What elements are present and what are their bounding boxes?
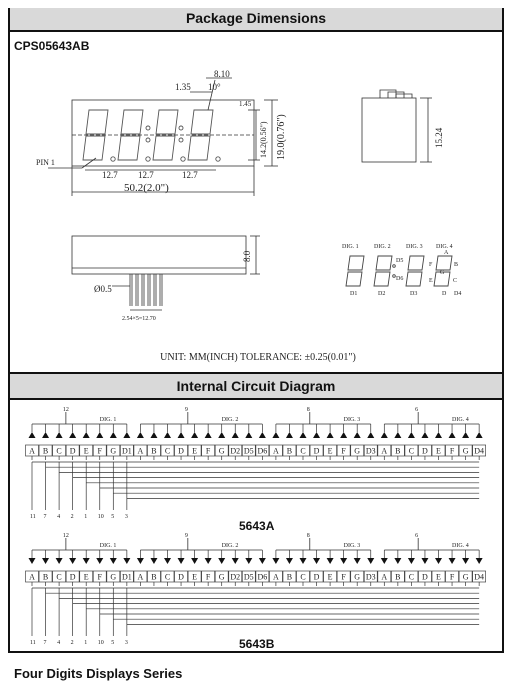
circuit-diagram-5643a: [26, 407, 486, 520]
segment-label: F: [449, 572, 455, 582]
internal-circuit-header: Internal Circuit Diagram: [10, 372, 502, 400]
diode-symbol: [259, 558, 266, 564]
diode-symbol: [449, 432, 456, 438]
bottom-pin-number: 11: [30, 640, 36, 646]
diode-symbol: [42, 432, 49, 438]
segment-label: F: [97, 446, 102, 456]
diode-symbol: [449, 558, 456, 564]
segment-label: C: [408, 446, 415, 456]
diode-symbol: [232, 558, 239, 564]
svg-text:D5: D5: [396, 258, 404, 264]
segment-label: B: [151, 446, 157, 456]
diode-symbol: [476, 432, 483, 438]
bottom-pin-number: 5: [111, 514, 115, 520]
diode-symbol: [232, 432, 239, 438]
diode-symbol: [69, 432, 76, 438]
diode-symbol: [205, 558, 212, 564]
diode-symbol: [272, 432, 279, 438]
bottom-pin-number: 2: [70, 640, 74, 646]
segment-label: C: [56, 446, 62, 456]
segment-label: A: [137, 446, 144, 456]
diode-symbol: [178, 558, 185, 564]
dim-15-24: 15.24: [434, 127, 444, 148]
diode-symbol: [408, 558, 415, 564]
segment-label: F: [449, 446, 455, 456]
segment-label: A: [273, 446, 279, 456]
dim-12-7-c: 12.7: [182, 170, 198, 180]
diode-symbol: [69, 558, 76, 564]
dim-8-10: 8.10: [214, 69, 230, 79]
bottom-view: [72, 236, 260, 310]
diode-symbol: [245, 432, 252, 438]
segment-label: D4: [474, 572, 485, 582]
diode-symbol: [286, 432, 293, 438]
diode-symbol: [110, 432, 117, 438]
segment-label: C: [300, 572, 306, 582]
segment-label: E: [436, 446, 441, 456]
svg-text:DIG. 2: DIG. 2: [374, 244, 391, 250]
diagram-label-5643a: 5643A: [239, 519, 275, 533]
segment-label: F: [97, 572, 102, 582]
bottom-pin-number: 3: [124, 640, 128, 646]
segment-label: A: [381, 572, 388, 582]
bottom-pin-number: 1: [84, 640, 88, 646]
diode-symbol: [381, 432, 388, 438]
segment-label: E: [192, 572, 198, 582]
segment-label: B: [42, 446, 49, 456]
bottom-pin-number: 10: [97, 640, 104, 646]
svg-text:D2: D2: [378, 291, 386, 297]
segment-label: A: [29, 446, 35, 456]
diode-symbol: [313, 432, 320, 438]
bottom-pin-number: 3: [124, 514, 128, 520]
diode-symbol: [367, 558, 374, 564]
circuit-digit-label: DIG. 2: [221, 543, 239, 549]
diode-symbol: [340, 432, 347, 438]
diode-symbol: [462, 432, 469, 438]
digit-pin-number: 9: [184, 533, 188, 539]
diode-symbol: [354, 432, 361, 438]
segment-label: A: [381, 446, 388, 456]
segment-label: G: [218, 572, 225, 582]
diode-symbol: [205, 432, 212, 438]
circuit-digit-label: DIG. 4: [452, 417, 469, 423]
segment-label: F: [341, 572, 346, 582]
svg-text:C: C: [453, 278, 458, 284]
diode-symbol: [123, 558, 130, 564]
bottom-pin-number: 7: [43, 640, 47, 646]
diode-symbol: [421, 558, 428, 564]
digit-pin-number: 6: [415, 533, 419, 539]
segment-label: G: [110, 572, 117, 582]
circuit-digit-label: DIG. 1: [99, 543, 117, 549]
segment-label: D1: [121, 446, 132, 456]
dim-19-0: 19.0(0.76"): [276, 114, 287, 160]
diode-symbol: [56, 432, 63, 438]
segment-label: D1: [121, 572, 132, 582]
package-drawing: [10, 10, 506, 655]
segment-label: E: [327, 572, 333, 582]
segment-label: G: [110, 446, 117, 456]
segment-label: D: [313, 572, 320, 582]
package-dimensions-header: Package Dimensions: [10, 8, 502, 32]
diode-symbol: [462, 558, 469, 564]
segment-label: B: [395, 446, 401, 456]
svg-text:D6: D6: [396, 276, 404, 282]
segment-label: E: [327, 446, 333, 456]
segment-label: E: [192, 446, 198, 456]
svg-text:DIG. 1: DIG. 1: [342, 244, 359, 250]
segment-label: F: [205, 572, 211, 582]
segment-label: B: [151, 572, 157, 582]
circuit-diagram-5643b: [26, 533, 486, 646]
segment-label: B: [395, 572, 401, 582]
circuit-digit-label: DIG. 2: [221, 417, 239, 423]
diode-symbol: [164, 432, 171, 438]
svg-text:G: G: [440, 270, 445, 276]
dim-pin-pitch: 2.54×5=12.70: [122, 316, 156, 322]
diode-symbol: [164, 558, 171, 564]
digit-pin-number: 6: [415, 407, 419, 413]
diode-symbol: [96, 432, 103, 438]
segment-label: E: [83, 446, 89, 456]
segment-label: B: [286, 446, 293, 456]
dim-14-2: 14.2(0.56"): [259, 121, 268, 158]
dim-pin-dia: Ø0.5: [94, 284, 112, 294]
diode-symbol: [150, 558, 157, 564]
diode-symbol: [191, 432, 198, 438]
unit-tolerance-note: UNIT: MM(INCH) TOLERANCE: ±0.25(0.01"): [160, 352, 356, 363]
diode-symbol: [476, 558, 483, 564]
segment-label: F: [341, 446, 346, 456]
diode-symbol: [421, 432, 428, 438]
segment-label: D5: [243, 446, 254, 456]
dim-12-7-a: 12.7: [102, 170, 118, 180]
svg-text:DIG. 3: DIG. 3: [406, 244, 423, 250]
digit-pin-number: 8: [306, 533, 310, 539]
diode-symbol: [56, 558, 63, 564]
front-view: [48, 78, 278, 196]
diode-symbol: [313, 558, 320, 564]
diode-symbol: [29, 558, 36, 564]
segment-label: D: [422, 446, 428, 456]
segment-label: D: [69, 572, 76, 582]
svg-text:D3: D3: [410, 291, 418, 297]
part-number: CPS05643AB: [14, 39, 90, 53]
svg-text:F: F: [429, 262, 433, 268]
segment-label: D3: [365, 446, 376, 456]
segment-label: D6: [257, 446, 268, 456]
diagram-label-5643b: 5643B: [239, 637, 275, 651]
segment-label: F: [205, 446, 211, 456]
segment-label: D3: [365, 572, 376, 582]
diode-symbol: [218, 432, 225, 438]
segment-label: D: [422, 572, 428, 582]
pin1-label: PIN 1: [36, 158, 55, 167]
segment-label: G: [462, 572, 469, 582]
diode-symbol: [354, 558, 361, 564]
segment-label: C: [408, 572, 415, 582]
segment-label: D: [313, 446, 320, 456]
segment-label: C: [164, 572, 171, 582]
digit-pin-number: 8: [306, 407, 310, 413]
segment-label: G: [354, 572, 361, 582]
diode-symbol: [178, 432, 185, 438]
segment-label: D: [178, 572, 184, 582]
segment-label: E: [83, 572, 89, 582]
dim-1-35: 1.35: [175, 82, 191, 92]
diode-symbol: [191, 558, 198, 564]
segment-label: A: [137, 572, 144, 582]
datasheet-frame: [8, 8, 504, 653]
diode-symbol: [272, 558, 279, 564]
segment-label: B: [42, 572, 49, 582]
diode-symbol: [327, 558, 334, 564]
diode-symbol: [286, 558, 293, 564]
circuit-digit-label: DIG. 1: [99, 417, 117, 423]
diode-symbol: [408, 432, 415, 438]
circuit-digit-label: DIG. 4: [452, 543, 469, 549]
diode-symbol: [110, 558, 117, 564]
diode-symbol: [259, 432, 266, 438]
segment-label: C: [300, 446, 306, 456]
circuit-digit-label: DIG. 3: [343, 417, 361, 423]
segment-label: A: [273, 572, 279, 582]
diode-symbol: [394, 558, 401, 564]
diode-symbol: [96, 558, 103, 564]
svg-text:B: B: [454, 262, 459, 268]
segment-label: G: [218, 446, 225, 456]
segment-label: A: [29, 572, 35, 582]
svg-text:D: D: [442, 291, 447, 297]
diode-symbol: [218, 558, 225, 564]
diode-symbol: [137, 432, 144, 438]
diode-symbol: [435, 558, 442, 564]
diode-symbol: [435, 432, 442, 438]
segment-label: D2: [230, 446, 241, 456]
dim-10-deg: 10°: [208, 82, 221, 92]
bottom-pin-number: 4: [57, 640, 61, 646]
segment-label: D: [178, 446, 184, 456]
diode-symbol: [83, 432, 90, 438]
segment-label: E: [436, 572, 441, 582]
segment-label: G: [354, 446, 361, 456]
svg-text:A: A: [444, 250, 449, 256]
bottom-pin-number: 7: [43, 514, 47, 520]
footer-series-title: Four Digits Displays Series: [14, 666, 183, 681]
segment-legend: [342, 244, 461, 297]
dim-50-2: 50.2(2.0"): [124, 182, 169, 194]
diode-symbol: [245, 558, 252, 564]
diode-symbol: [327, 432, 334, 438]
svg-text:E: E: [429, 278, 433, 284]
diode-symbol: [381, 558, 388, 564]
diode-symbol: [150, 432, 157, 438]
segment-label: G: [462, 446, 469, 456]
dim-8-0: 8.0: [242, 250, 252, 262]
segment-label: C: [164, 446, 171, 456]
digit-pin-number: 12: [62, 407, 69, 413]
diode-symbol: [83, 558, 90, 564]
segment-label: D6: [257, 572, 268, 582]
bottom-pin-number: 10: [97, 514, 104, 520]
digit-pin-number: 12: [62, 533, 69, 539]
bottom-pin-number: 4: [57, 514, 61, 520]
svg-text:D4: D4: [454, 291, 462, 297]
svg-text:DIG. 4: DIG. 4: [436, 244, 453, 250]
side-view: [362, 90, 432, 162]
dim-1-45: 1.45: [239, 100, 252, 108]
bottom-pin-number: 11: [30, 514, 36, 520]
segment-label: D5: [243, 572, 254, 582]
diode-symbol: [300, 432, 307, 438]
bottom-pin-number: 1: [84, 514, 88, 520]
segment-label: B: [286, 572, 293, 582]
segment-label: D: [69, 446, 76, 456]
segment-label: C: [56, 572, 62, 582]
segment-label: D2: [230, 572, 241, 582]
diode-symbol: [340, 558, 347, 564]
svg-text:D1: D1: [350, 291, 358, 297]
diode-symbol: [123, 432, 130, 438]
diode-symbol: [394, 432, 401, 438]
bottom-pin-number: 5: [111, 640, 115, 646]
bottom-pin-number: 2: [70, 514, 74, 520]
diode-symbol: [300, 558, 307, 564]
dim-12-7-b: 12.7: [138, 170, 154, 180]
digit-pin-number: 9: [184, 407, 188, 413]
segment-label: D4: [474, 446, 485, 456]
diode-symbol: [367, 432, 374, 438]
diode-symbol: [42, 558, 49, 564]
circuit-digit-label: DIG. 3: [343, 543, 361, 549]
diode-symbol: [137, 558, 144, 564]
diode-symbol: [29, 432, 36, 438]
